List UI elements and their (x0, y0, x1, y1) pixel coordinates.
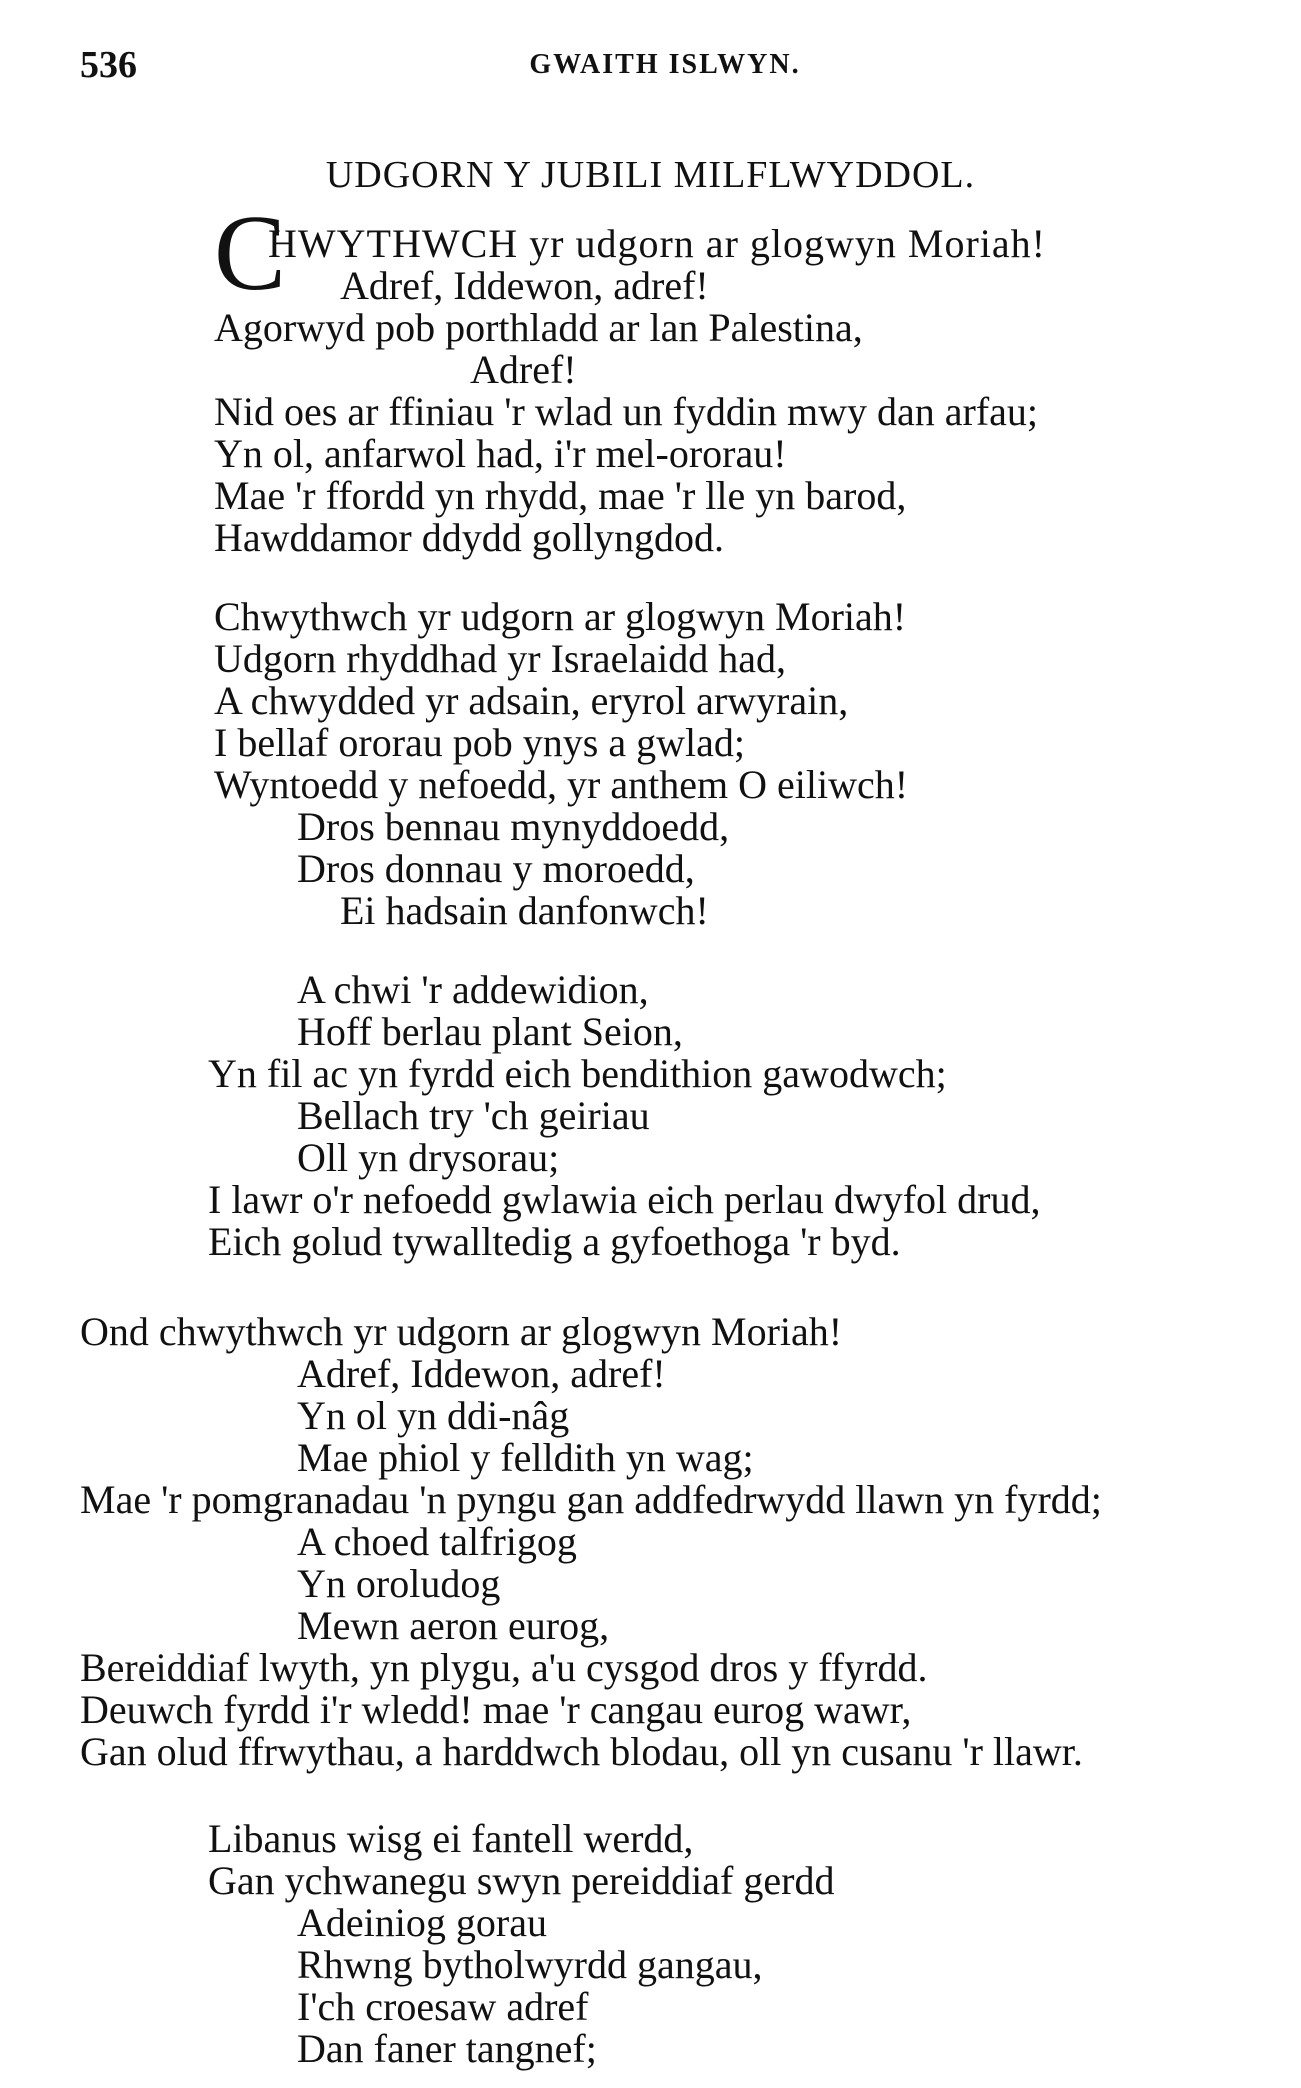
poem-line: Dan faner tangnef; (297, 2026, 597, 2071)
poem-line: Adref, Iddewon, adref! (340, 263, 709, 308)
poem-line: Mae 'r pomgranadau 'n pyngu gan addfedrwydd llawn yn fyrdd; (80, 1477, 1102, 1522)
poem-line: I bellaf ororau pob ynys a gwlad; (214, 720, 745, 765)
poem-line: Yn oroludog (297, 1561, 501, 1606)
poem-line: I lawr o'r nefoedd gwlawia eich perlau dwyfol drud, (208, 1177, 1041, 1222)
poem-line: Dros bennau mynyddoedd, (297, 804, 730, 849)
poem-line: Mae 'r ffordd yn rhydd, mae 'r lle yn barod, (214, 473, 907, 518)
poem-line: Dros donnau y moroedd, (297, 846, 695, 891)
poem-line: Agorwyd pob porthladd ar lan Palestina, (214, 305, 863, 350)
poem-line: Ei hadsain danfonwch! (340, 888, 709, 933)
poem-line: Udgorn rhyddhad yr Israelaidd had, (214, 636, 787, 681)
poem-line: Adeiniog gorau (297, 1900, 547, 1945)
poem-line: A chwi 'r addewidion, (297, 967, 649, 1012)
poem-line: Ond chwythwch yr udgorn ar glogwyn Moriah! (80, 1309, 843, 1354)
poem-line: Mae phiol y felldith yn wag; (297, 1435, 754, 1480)
running-head: GWAITH ISLWYN. (529, 49, 801, 80)
poem-line: Wyntoedd y nefoedd, yr anthem O eiliwch! (214, 762, 909, 807)
poem-line: HWYTHWCH yr udgorn ar glogwyn Moriah! (268, 221, 1046, 266)
poem-line: Gan ychwanegu swyn pereiddiaf gerdd (208, 1858, 835, 1903)
poem-line: I'ch croesaw adref (297, 1984, 589, 2029)
poem-line: Yn fil ac yn fyrdd eich bendithion gawodwch; (208, 1051, 947, 1096)
page-number: 536 (80, 44, 137, 86)
poem-line: Eich golud tywalltedig a gyfoethoga 'r byd. (208, 1219, 901, 1264)
poem-line: Nid oes ar ffiniau 'r wlad un fyddin mwy dan arfau; (214, 389, 1039, 434)
poem-line: Gan olud ffrwythau, a harddwch blodau, oll yn cusanu 'r llawr. (80, 1729, 1083, 1774)
poem-line: Hawddamor ddydd gollyngdod. (214, 515, 724, 560)
poem-line: Chwythwch yr udgorn ar glogwyn Moriah! (214, 594, 907, 639)
poem-line: Deuwch fyrdd i'r wledd! mae 'r cangau eurog wawr, (80, 1687, 912, 1732)
poem-line: Bellach try 'ch geiriau (297, 1093, 650, 1138)
poem-line: Mewn aeron eurog, (297, 1603, 610, 1648)
poem-line: Adref! (470, 347, 577, 392)
page-header (80, 40, 1250, 90)
poem-line: Bereiddiaf lwyth, yn plygu, a'u cysgod dros y ffyrdd. (80, 1645, 928, 1690)
poem-title: UDGORN Y JUBILI MILFLWYDDOL. (325, 154, 976, 196)
drop-cap: C (214, 194, 287, 313)
poem-line: Oll yn drysorau; (297, 1135, 560, 1180)
poem-line: Yn ol, anfarwol had, i'r mel-ororau! (214, 431, 787, 476)
poem-line: Libanus wisg ei fantell werdd, (208, 1816, 694, 1861)
poem-line: Hoff berlau plant Seion, (297, 1009, 683, 1054)
poem-line: A choed talfrigog (297, 1519, 577, 1564)
poem-line: Adref, Iddewon, adref! (297, 1351, 666, 1396)
poem-line: Rhwng bytholwyrdd gangau, (297, 1942, 763, 1987)
poem-line: Yn ol yn ddi-nâg (297, 1393, 570, 1438)
poem-line: A chwydded yr adsain, eryrol arwyrain, (214, 678, 849, 723)
